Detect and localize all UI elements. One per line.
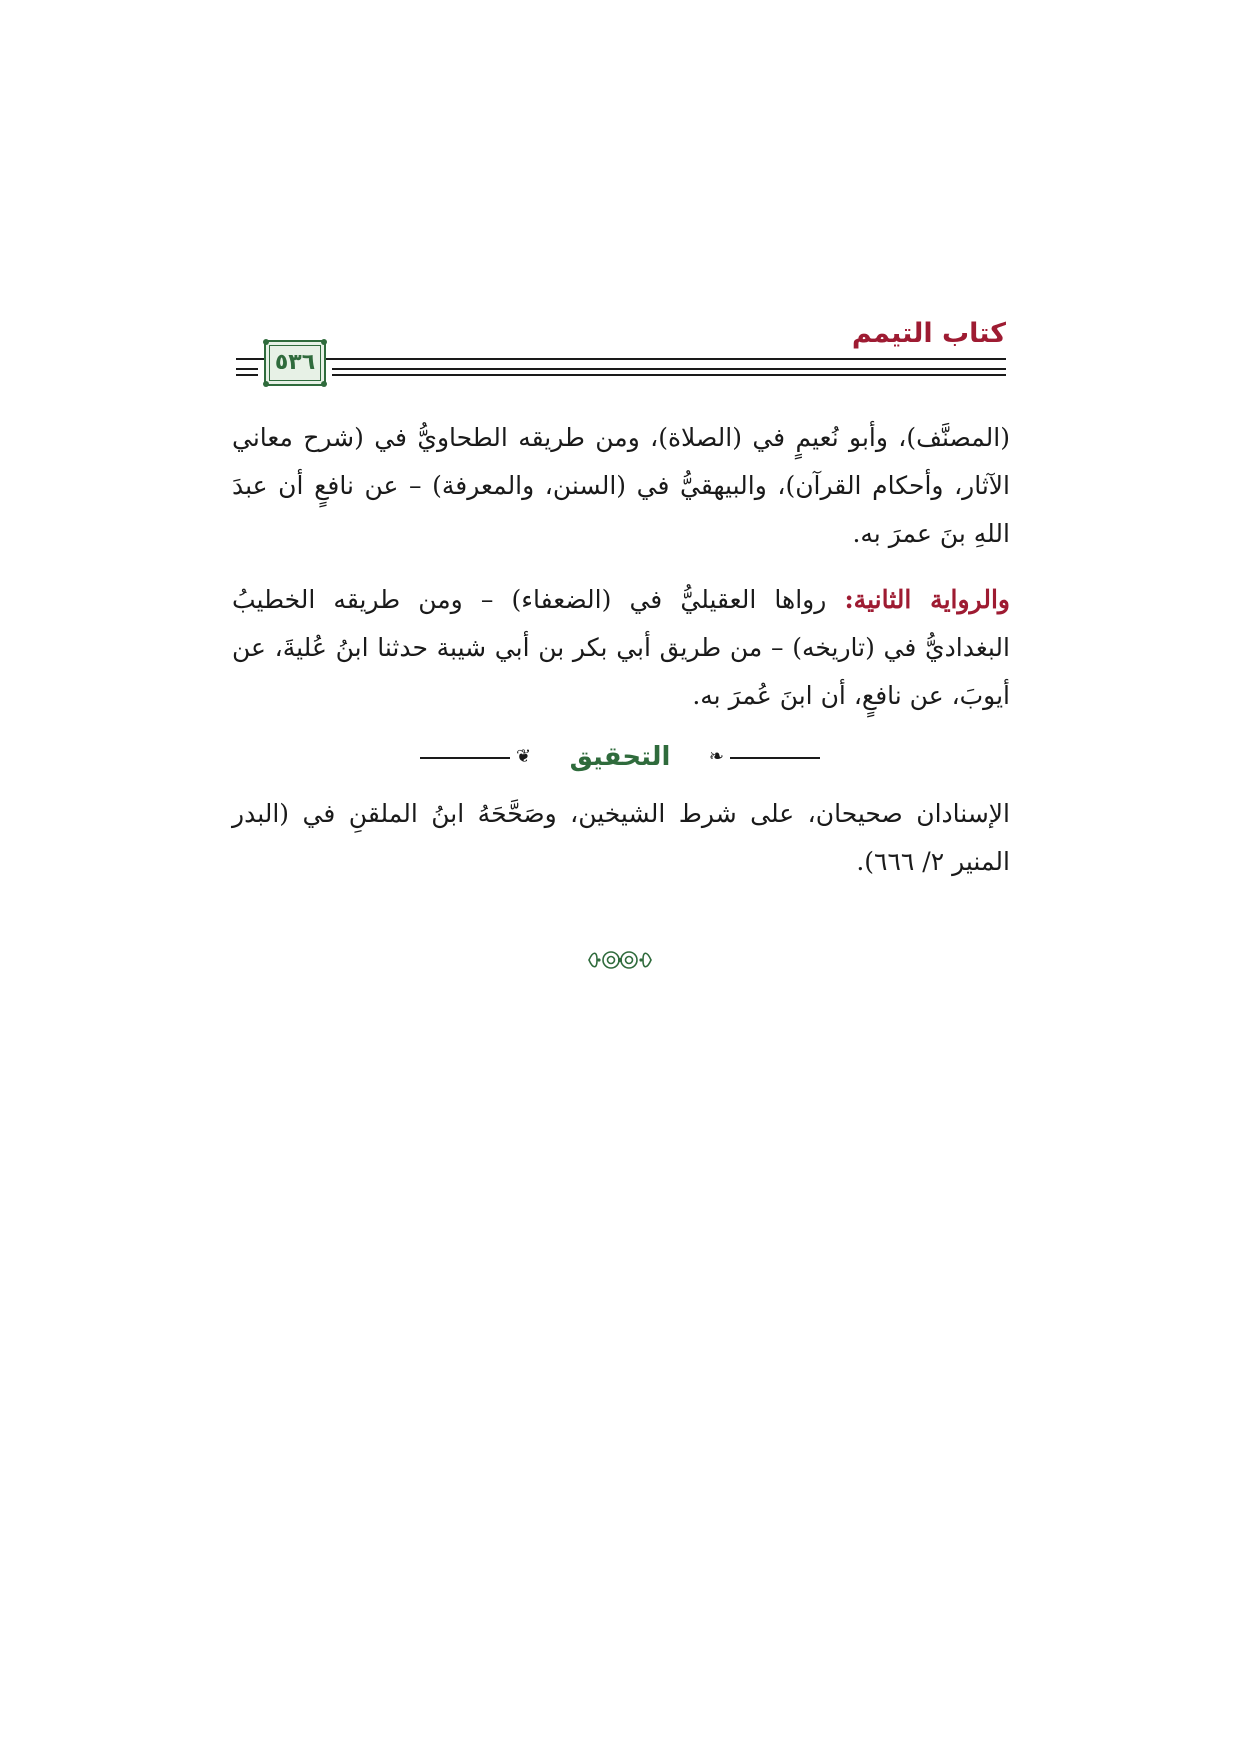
paragraph-narration-2 <box>232 576 1010 720</box>
verdict-text <box>232 790 1010 886</box>
page-number-badge <box>264 340 326 386</box>
page-header <box>236 316 1006 396</box>
chapter-title: كتاب التيمم <box>851 318 1006 349</box>
divider-flourish-right-icon: ❧ <box>708 746 724 767</box>
badge-corner-icon <box>263 381 269 387</box>
second-narration-body: رواها العقيليُّ في (الضعفاء) – ومن طريقه الخطيبُ البغداديُّ في (تاريخه) – من طريق أبي بكر بن أبي شيبة حدثنا ابنُ عُليةَ، عن أيوبَ، عن نافعٍ، أن ابنَ عُمرَ به. <box>232 585 1010 710</box>
badge-corner-icon <box>263 339 269 345</box>
page-number: ٥٣٦ <box>274 350 316 375</box>
end-ornament-icon <box>585 945 655 975</box>
section-heading: التحقيق <box>569 742 671 772</box>
header-rule-long-1 <box>332 368 1006 370</box>
second-narration-label: والرواية الثانية: <box>844 585 1010 614</box>
badge-corner-icon <box>321 381 327 387</box>
header-rule-top <box>236 358 1006 360</box>
badge-corner-icon <box>321 339 327 345</box>
paragraph-verdict: الإسنادان صحيحان، على شرط الشيخين، وصَحَّحَهُ ابنُ الملقنِ في (البدر المنير ٢/ ٦٦٦). <box>232 799 1010 876</box>
divider-line-right <box>730 757 820 759</box>
paragraph-narration-1: (المصنَّف)، وأبو نُعيمٍ في (الصلاة)، ومن طريقه الطحاويُّ في (شرح معاني الآثار، وأحكام القرآن)، والبيهقيُّ في (السنن، والمعرفة) – عن نافعٍ أن عبدَ اللهِ بنَ عمرَ به. <box>232 423 1010 548</box>
header-rule-short-2 <box>236 374 258 376</box>
section-divider <box>420 740 820 774</box>
header-rule-long-2 <box>332 374 1006 376</box>
divider-flourish-left-icon: ❦ <box>516 746 532 767</box>
header-rule-short-1 <box>236 368 258 370</box>
main-text <box>232 414 1010 720</box>
